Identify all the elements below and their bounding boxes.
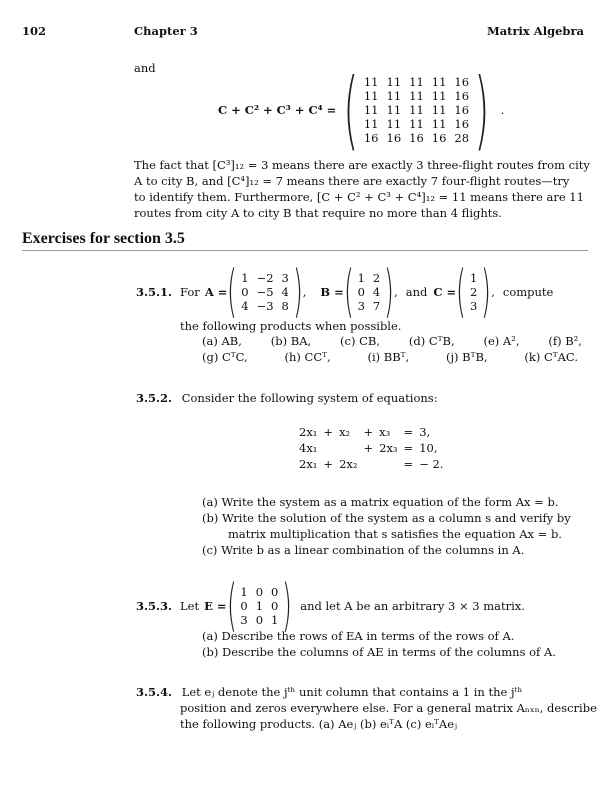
- sum-matrix-cell: 11: [431, 89, 447, 103]
- exercise-item: (b) Write the solution of the system as a column s and verify by: [202, 511, 571, 525]
- matrix-b-cell: 7: [372, 299, 381, 313]
- equation-system-cell: − 2.: [419, 457, 444, 471]
- sum-matrix-row: [360, 103, 473, 117]
- product-item: (a) AB,: [202, 334, 242, 348]
- matrix-e-cell: 1: [271, 613, 279, 627]
- matrix-e-row: [236, 613, 282, 627]
- equation-system-cell: [336, 440, 360, 456]
- sum-matrix-cell: 11: [409, 117, 424, 131]
- exercise-number: 3.5.3.: [136, 599, 173, 613]
- equation-system-cell: 2x₂: [339, 457, 358, 471]
- sum-matrix-cell: 11: [363, 117, 379, 131]
- exercise-3-5-1-header: 3.5.1. For A = ( 1 −2 3 0 −5 4 4 −3 8 ) , B = ( 1 2 0 4 3 7 ) , and C = ( 1 2 3 ) , compute: [136, 259, 554, 324]
- intro-and: and: [134, 61, 156, 75]
- matrix-e-row: [236, 585, 282, 599]
- chapter-label: Chapter 3: [134, 24, 198, 38]
- matrix-a-cell: 0: [241, 285, 249, 299]
- left-paren-icon: (: [226, 573, 237, 638]
- sum-matrix-cell: 16: [431, 131, 447, 145]
- exercise-line: position and zeros everywhere else. For a general matrix Aₙₓₙ, describe: [180, 701, 597, 715]
- equation-system-cell: 4x₁: [299, 441, 318, 455]
- exercise-number: 3.5.2.: [136, 391, 173, 405]
- matrix-b-row: [354, 285, 385, 299]
- equation-system-row: [296, 440, 446, 456]
- right-paren-icon: ): [282, 573, 293, 638]
- exercise-number: 3.5.1.: [136, 285, 173, 299]
- sum-matrix-cell: 16: [454, 89, 470, 103]
- matrix-a-cell: −3: [256, 299, 274, 313]
- matrix-c: [466, 271, 481, 313]
- matrix-e-cell: 0: [240, 599, 248, 613]
- matrix-e-cell: 0: [255, 613, 264, 627]
- left-paren-icon: (: [456, 259, 467, 324]
- equation-system-cell: +: [363, 425, 374, 439]
- matrix-b-row: [354, 299, 385, 313]
- let-label: Let: [180, 599, 200, 613]
- product-item: (j) BᵀB,: [445, 350, 488, 364]
- running-title: Matrix Algebra: [487, 24, 584, 38]
- matrix-e-cell: 0: [271, 585, 279, 599]
- matrix-b-row: [354, 271, 385, 285]
- matrix-e-cell: 1: [255, 599, 264, 613]
- sum-matrix-cell: 11: [431, 75, 447, 89]
- sum-matrix-cell: 11: [409, 75, 424, 89]
- paragraph-line: The fact that [C³]₁₂ = 3 means there are exactly 3 three-flight routes from city: [134, 158, 590, 172]
- paragraph-line: A to city B, and [C⁴]₁₂ = 7 means there are exactly 7 four-flight routes—try: [134, 174, 570, 188]
- matrix-a-cell: 3: [281, 271, 289, 285]
- equation-system-cell: +: [363, 441, 374, 455]
- exercise-3-5-2-items: [202, 494, 571, 558]
- matrix-e-cell: 3: [240, 613, 248, 627]
- sum-matrix-cell: 16: [409, 131, 424, 145]
- exercise-line: Let eⱼ denote the jᵗʰ unit column that contains a 1 in the jᵗʰ: [181, 685, 523, 699]
- matrix-a-cell: 4: [241, 299, 249, 313]
- exercise-3-5-4: [136, 684, 597, 732]
- sum-matrix-cell: 11: [431, 117, 447, 131]
- exercise-intro: Consider the following system of equations:: [181, 391, 438, 405]
- right-paren-icon: ): [474, 60, 490, 160]
- product-item: (f) B²,: [548, 334, 582, 348]
- matrix-c-cell: 3: [470, 299, 478, 313]
- product-item: (k) CᵀAC.: [524, 350, 578, 364]
- product-item: (i) BBᵀ,: [367, 350, 410, 364]
- matrix-b-label: B =: [320, 285, 344, 299]
- equation-system-cell: =: [403, 457, 414, 471]
- sum-matrix-row: [360, 117, 473, 131]
- equation-system-cell: 2x₁: [299, 457, 318, 471]
- sum-matrix-cell: 16: [454, 103, 470, 117]
- exercise-item: (c) Write b as a linear combination of the columns in A.: [202, 543, 525, 557]
- matrix-a-row: [237, 271, 293, 285]
- matrix-a: [237, 271, 293, 313]
- right-paren-icon: ): [292, 259, 303, 324]
- sum-matrix-cell: 11: [409, 103, 424, 117]
- right-paren-icon: ): [384, 259, 395, 324]
- equation-system-cell: =: [403, 441, 414, 455]
- sum-expression: C + C² + C³ + C⁴ =: [218, 103, 337, 117]
- matrix-c-label: C =: [433, 285, 457, 299]
- right-paren-icon: ): [481, 259, 492, 324]
- exercise-item: matrix multiplication that s satisfies the equation Ax = b.: [228, 527, 562, 541]
- sum-matrix-row: [360, 75, 473, 89]
- matrix-c-row: [466, 285, 481, 299]
- exercise-item: (a) Describe the rows of EA in terms of the rows of A.: [202, 629, 515, 643]
- matrix-a-row: [237, 299, 293, 313]
- paragraph-line: to identify them. Furthermore, [C + C² + C³ + C⁴]₁₂ = 11 means there are 11: [134, 190, 584, 204]
- equation-system-cell: x₃: [379, 425, 391, 439]
- products-row-1: [202, 333, 582, 349]
- exercise-tail: and let A be an arbitrary 3 × 3 matrix.: [300, 599, 525, 613]
- equation-system-row: [296, 456, 446, 472]
- exercise-line: the following products. (a) Aeⱼ (b) eᵢᵀA (c) eᵢᵀAeⱼ: [180, 717, 458, 731]
- matrix-c-cell: 2: [470, 285, 478, 299]
- sum-matrix-row: [360, 89, 473, 103]
- products-row-2: [202, 349, 578, 365]
- product-item: (c) CB,: [340, 334, 381, 348]
- matrix-e-cell: 1: [240, 585, 248, 599]
- sum-matrix-cell: 11: [431, 103, 447, 117]
- equation-system-cell: [320, 440, 336, 456]
- sum-matrix-cell: 16: [454, 75, 470, 89]
- left-paren-icon: (: [343, 259, 354, 324]
- matrix-b: [354, 271, 385, 313]
- product-item: (b) BA,: [270, 334, 312, 348]
- product-item: (h) CCᵀ,: [284, 350, 331, 364]
- sum-matrix-row: [360, 131, 473, 145]
- equation-system-cell: =: [403, 425, 414, 439]
- page-number: 102: [22, 24, 47, 38]
- sum-matrix-cell: 11: [386, 89, 402, 103]
- matrix-e: [236, 585, 282, 627]
- equation-system-cell: [360, 456, 376, 472]
- matrix-a-label: A =: [204, 285, 228, 299]
- matrix-a-cell: 8: [281, 299, 289, 313]
- sum-matrix-cell: 11: [386, 117, 402, 131]
- sum-matrix-cell: 28: [454, 131, 470, 145]
- equation-system-cell: 3,: [419, 425, 431, 439]
- equation-system-cell: 2x₃: [379, 441, 398, 455]
- and-label: and: [405, 285, 428, 299]
- section-title: Exercises for section 3.5: [22, 230, 185, 247]
- matrix-a-cell: 1: [241, 271, 249, 285]
- sum-matrix-cell: 11: [363, 75, 379, 89]
- exercise-3-5-2-header: [136, 390, 438, 406]
- equation-system-cell: 10,: [419, 441, 438, 455]
- product-item: (g) CᵀC,: [202, 350, 248, 364]
- matrix-e-row: [236, 599, 282, 613]
- compute-label: compute: [502, 285, 554, 299]
- left-paren-icon: (: [343, 60, 359, 160]
- left-paren-icon: (: [227, 259, 238, 324]
- equation-system-cell: 2x₁: [299, 425, 318, 439]
- matrix-a-cell: −5: [256, 285, 274, 299]
- sum-matrix-cell: 11: [363, 103, 379, 117]
- equation-system-row: [296, 424, 446, 440]
- matrix-a-cell: 4: [281, 285, 289, 299]
- exercise-item: (b) Describe the columns of AE in terms of the columns of A.: [202, 645, 556, 659]
- matrix-e-label: E =: [204, 599, 227, 613]
- matrix-a-cell: −2: [256, 271, 274, 285]
- product-item: (d) CᵀB,: [408, 334, 455, 348]
- matrix-c-cell: 1: [470, 271, 478, 285]
- sum-matrix-cell: 11: [409, 89, 424, 103]
- matrix-b-cell: 2: [372, 271, 381, 285]
- matrix-e-cell: 0: [271, 599, 279, 613]
- sum-matrix-cell: 11: [386, 75, 402, 89]
- matrix-b-cell: 3: [357, 299, 365, 313]
- matrix-sum-equation: C + C² + C³ + C⁴ = ( 11 11 11 11 16 11 11 11 11 16 11 11 11 11 16 11 11 11 11 16 16 16 16 16 28 ) .: [218, 60, 505, 160]
- matrix-b-cell: 1: [357, 271, 365, 285]
- matrix-e-cell: 0: [255, 585, 264, 599]
- paragraph-line: routes from city A to city B that require no more than 4 flights.: [134, 206, 502, 220]
- matrix-b-cell: 4: [372, 285, 381, 299]
- product-item: (e) A²,: [483, 334, 520, 348]
- equation-system-cell: x₂: [339, 425, 351, 439]
- section-rule: [22, 250, 588, 251]
- sum-matrix-cell: 11: [363, 89, 379, 103]
- equation-system: [296, 424, 446, 472]
- equation-system-cell: +: [323, 457, 334, 471]
- exercise-item: (a) Write the system as a matrix equation of the form Ax = b.: [202, 495, 559, 509]
- equation-system-cell: +: [323, 425, 334, 439]
- matrix-c-row: [466, 299, 481, 313]
- matrix-c-row: [466, 271, 481, 285]
- matrix-a-row: [237, 285, 293, 299]
- exercise-number: 3.5.4.: [136, 685, 173, 699]
- exercise-3-5-3-items: [202, 628, 556, 660]
- explanation-paragraph: [134, 157, 590, 221]
- matrix-b-cell: 0: [357, 285, 365, 299]
- sum-matrix-cell: 16: [454, 117, 470, 131]
- sum-matrix-cell: 11: [386, 103, 402, 117]
- sum-matrix-cell: 16: [386, 131, 402, 145]
- sum-matrix-cell: 16: [363, 131, 379, 145]
- for-label: For: [180, 285, 200, 299]
- sum-matrix: [360, 75, 473, 145]
- equation-system-cell: [376, 456, 400, 472]
- exercise-3-5-1-line2: the following products when possible.: [180, 319, 402, 333]
